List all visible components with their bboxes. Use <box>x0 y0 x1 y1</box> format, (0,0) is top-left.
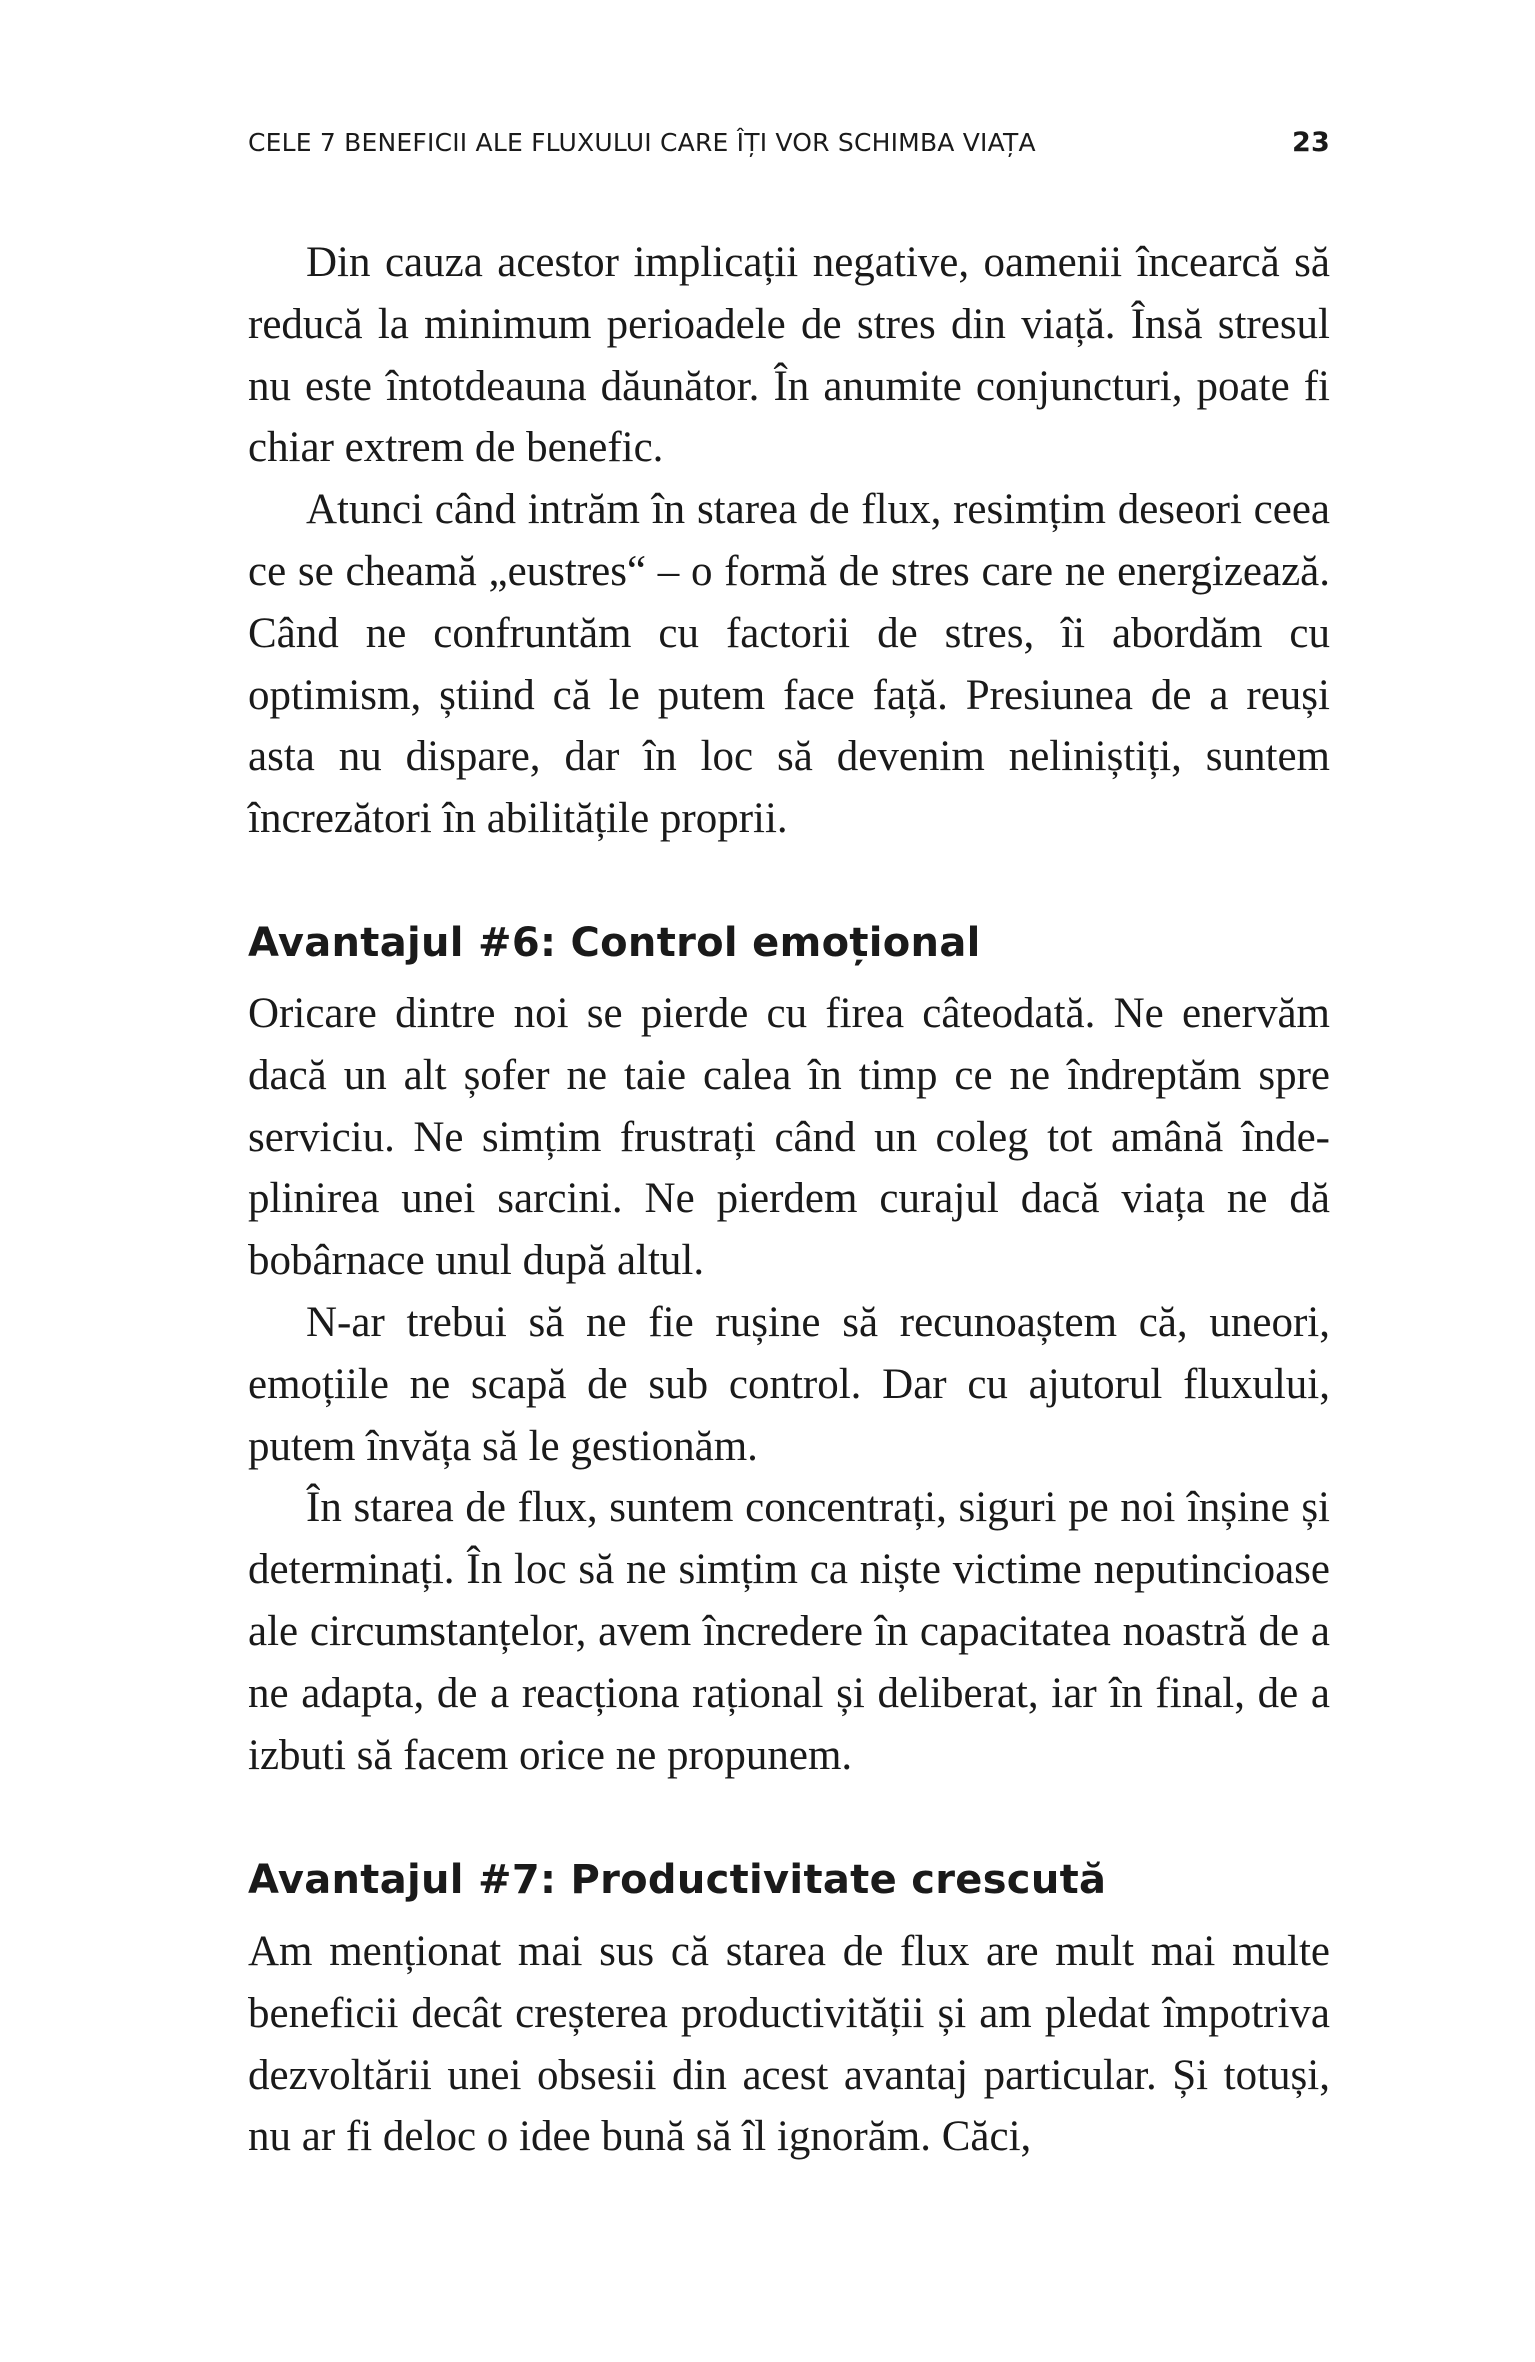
section-heading-advantage-7: Avantajul #7: Productivitate crescută <box>248 1857 1107 1903</box>
paragraph: Oricare dintre noi se pierde cu firea câteodată. Ne enervăm dacă un alt șofer ne taie calea în timp ce ne îndreptăm spre serviciu. Ne simțim frustrați când un coleg tot amână îndeplinirea unei sarcini. Ne pierdem curajul dacă viața ne dă bobârnace unul după altul. <box>248 990 1330 1285</box>
page-number: 23 <box>1292 126 1330 158</box>
advantage-7-text-block <box>248 1921 1330 2168</box>
intro-text-block <box>248 232 1330 850</box>
paragraph: Din cauza acestor implicații negative, oamenii încearcă să reducă la minimum perioadele de stres din viață. Însă stresul nu este întotdeauna dăunător. În anumite conjuncturi, poate fi chiar extrem de benefic. <box>248 239 1330 472</box>
paragraph: În starea de flux, suntem concentrați, siguri pe noi înșine și determinați. În loc să ne simțim ca niște victime neputincioase ale circumstanțelor, avem încredere în capacitatea noastră de a ne adapta, de a reacționa rațional și deliberat, iar în final, de a izbuti să facem orice ne propunem. <box>248 1484 1330 1779</box>
running-title: CELE 7 BENEFICII ALE FLUXULUI CARE ÎȚI VOR SCHIMBA VIAȚA <box>248 127 1036 157</box>
running-header <box>248 122 1330 162</box>
paragraph: N-ar trebui să ne fie rușine să recunoaștem că, uneori, emoțiile ne scapă de sub control. Dar cu ajutorul fluxului, putem învăța să le gestionăm. <box>248 1298 1330 1470</box>
section-heading-advantage-6: Avantajul #6: Control emoțional <box>248 920 981 966</box>
paragraph: Am menționat mai sus că starea de flux are mult mai multe beneficii decât creșterea productivității și am pledat împotriva dezvoltării unei obsesii din acest avantaj particular. Și totuși, nu ar fi deloc o idee bună să îl ignorăm. Căci, <box>248 1928 1330 2161</box>
paragraph: Atunci când intrăm în starea de flux, resimțim deseori ceea ce se cheamă „eustres“ – o formă de stres care ne energizează. Când ne confruntăm cu factorii de stres, îi abordăm cu optimism, știind că le putem face față. Presiunea de a reuși asta nu dispare, dar în loc să devenim neliniștiți, suntem încrezători în abilitățile proprii. <box>248 486 1330 843</box>
advantage-6-text-block <box>248 983 1330 1786</box>
